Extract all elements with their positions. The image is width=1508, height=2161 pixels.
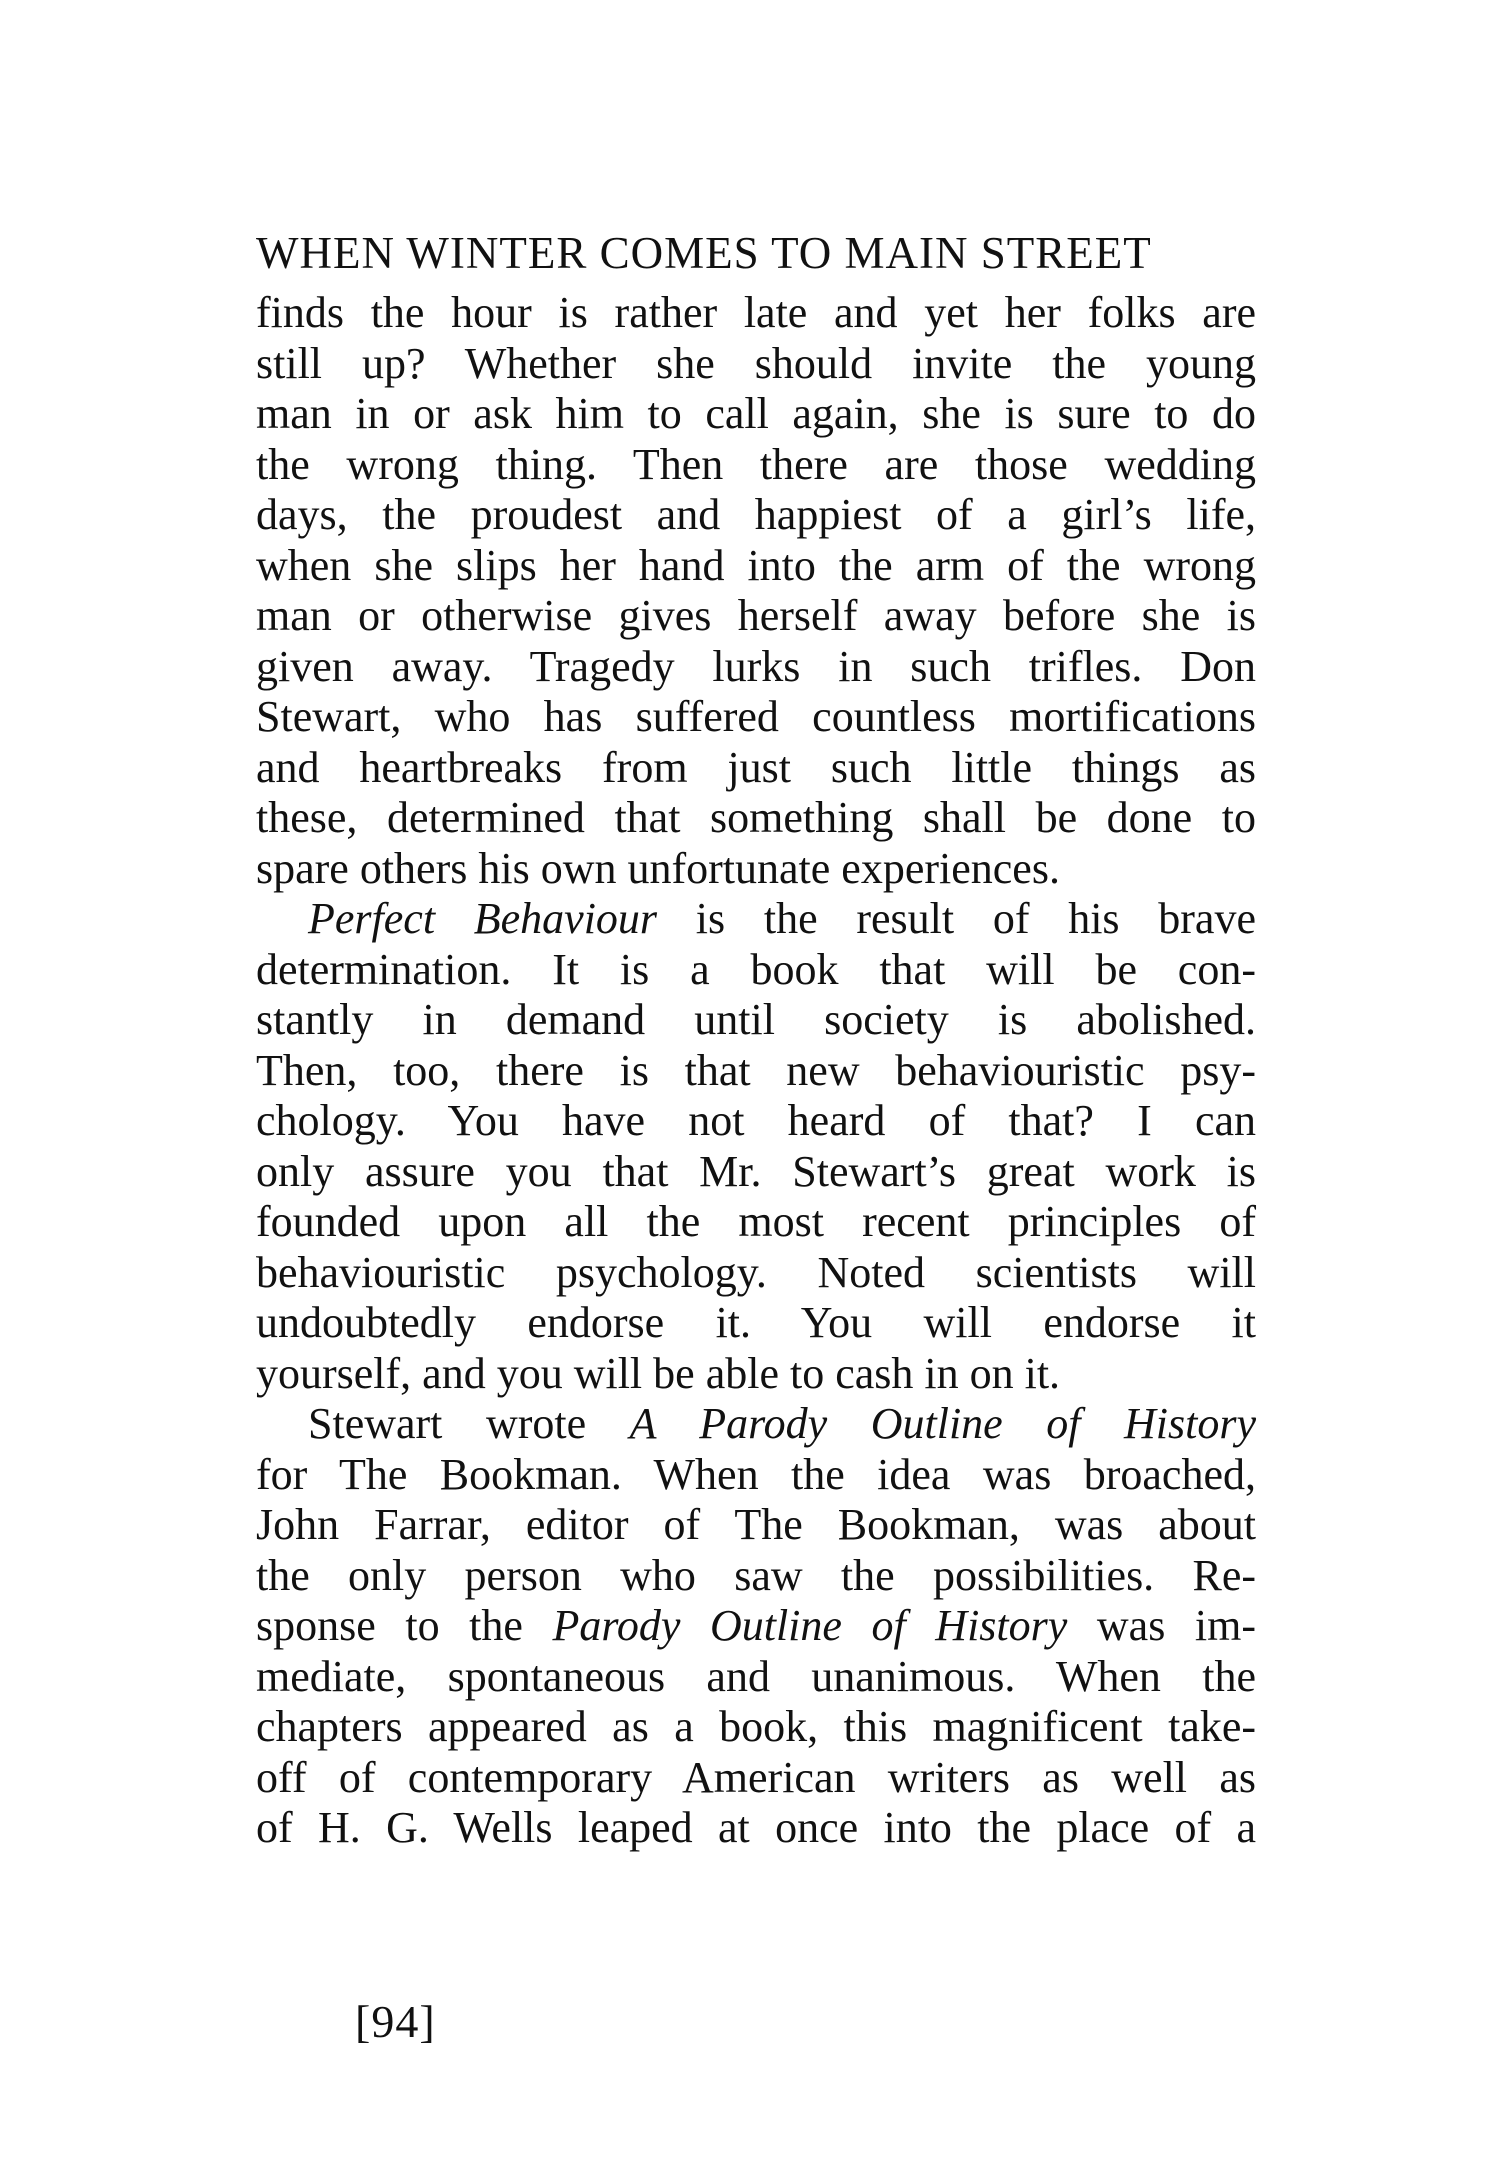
text-line: yourself, and you will be able to cash in on it. [256,1348,1061,1398]
text-line: and heartbreaks from just such little things as [256,742,1256,792]
book-title: A Parody Outline of History [629,1399,1256,1448]
text-line: chapters appeared as a book, this magnificent take- [256,1702,1256,1751]
text-line: mediate, spontaneous and unanimous. When the [256,1651,1256,1701]
paragraph-1 [256,288,1256,894]
text-run: Stewart wrote [308,1399,630,1448]
text-line: the wrong thing. Then there are those wedding [256,439,1256,489]
text-run: was im- [1067,1601,1256,1650]
book-title: Parody Outline of History [552,1601,1068,1650]
text-line: these, determined that something shall be done to [256,793,1256,842]
text-line: given away. Tragedy lurks in such trifles. Don [256,641,1256,691]
page-number: [94] [355,1996,436,2047]
text-line: determination. It is a book that will be con- [256,944,1256,994]
text-line: still up? Whether she should invite the young [256,338,1256,388]
text-line: Stewart, who has suffered countless mortifications [256,692,1256,741]
text-line: behaviouristic psychology. Noted scientists will [256,1247,1256,1297]
text-line: chology. You have not heard of that? I can [256,1096,1256,1145]
text-line: of H. G. Wells leaped at once into the place of a [256,1803,1256,1852]
book-title: Perfect Behaviour [308,894,658,943]
running-head: WHEN WINTER COMES TO MAIN STREET [256,228,1152,278]
body-text [256,288,1256,1854]
text-line: when she slips her hand into the arm of the wrong [256,540,1256,590]
text-line: finds the hour is rather late and yet her folks are [256,288,1256,337]
text-line [256,1399,1256,1450]
text-run: sponse to the [256,1601,553,1650]
text-line: the only person who saw the possibilities. Re- [256,1550,1256,1600]
text-line: founded upon all the most recent principles of [256,1197,1256,1246]
text-line: undoubtedly endorse it. You will endorse it [256,1298,1256,1347]
text-line [256,894,1256,945]
text-line: man or otherwise gives herself away before she is [256,591,1256,640]
paragraph-3 [256,1399,1256,1854]
text-line: John Farrar, editor of The Bookman, was about [256,1500,1256,1549]
text-line: off of contemporary American writers as well as [256,1752,1256,1802]
text-line [256,1601,1256,1652]
text-line: spare others his own unfortunate experiences. [256,843,1060,893]
text-line: only assure you that Mr. Stewart’s great work is [256,1146,1256,1196]
paragraph-2 [256,894,1256,1399]
text-line: man in or ask him to call again, she is sure to do [256,389,1256,438]
text-line: stantly in demand until society is abolished. [256,995,1256,1044]
text-line: days, the proudest and happiest of a girl’s life, [256,490,1256,539]
text-line: for The Bookman. When the idea was broached, [256,1449,1256,1499]
text-run: is the result of his brave [657,894,1256,943]
text-line: Then, too, there is that new behaviouristic psy- [256,1045,1256,1095]
